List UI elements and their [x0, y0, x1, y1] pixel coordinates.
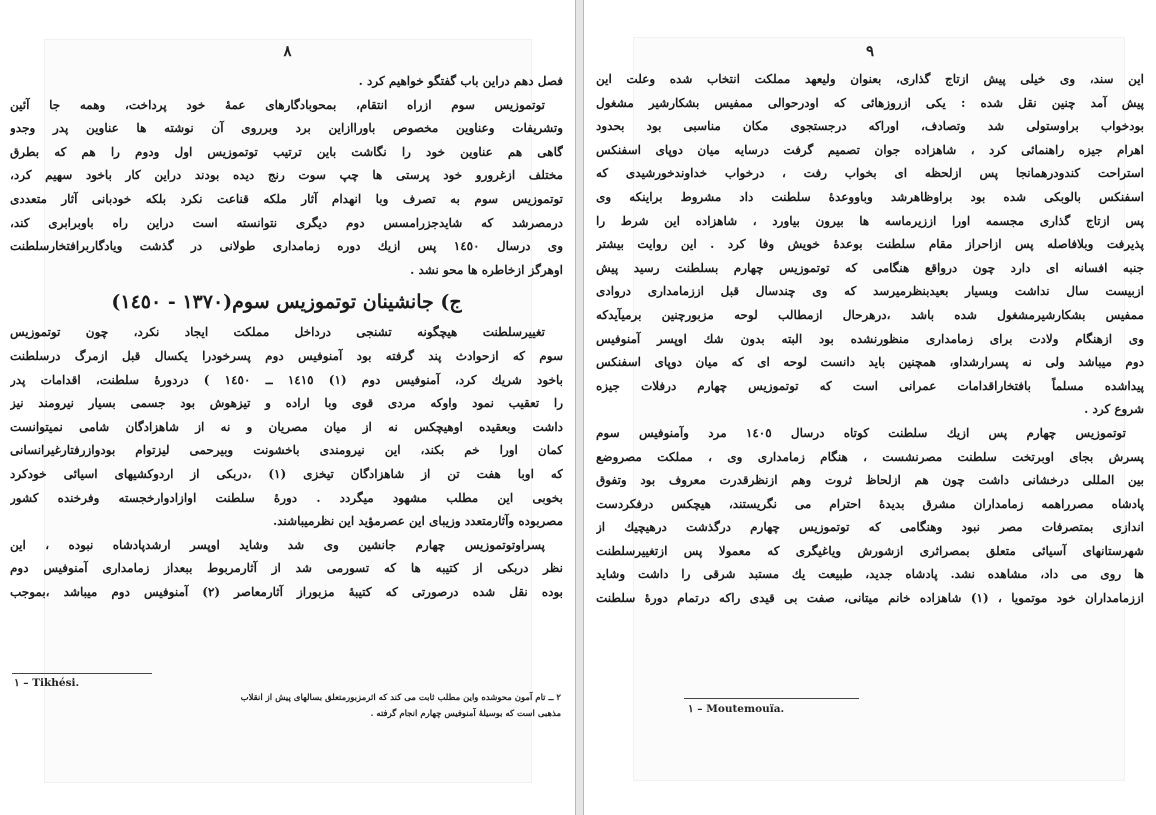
text-line: که اوبا هفت تن از شاهزادگان تیخزی (١) ،دربکی از اردوکشیهای اسیائی خودکرد: [10, 466, 563, 481]
footnote-rule: [684, 698, 859, 699]
text-line: بخوبی این مطلب مشهود میگردد . دورهٔ سلطنت اوازادوارخجسته وفرخنده کشور: [10, 490, 563, 505]
text-line: استراحت کندودرهمانجا پس ازلحظه ای بخواب رفت ، درخواب خداوندخورشیدی که: [596, 166, 1144, 181]
text-line: پسراوتوتموزیس چهارم جانشین وی شد وشاید اوپسر ارشدپادشاه نبوده ، این: [10, 537, 545, 552]
footnote-persian: [201, 690, 561, 722]
text-line: شهرستانهای آسیائی متعلق بمصراثری ازشورش ویاغیگری که معمولا پس ازتغییرسلطنت: [596, 543, 1144, 558]
text-line: را تعقیب نمود واوکه مردی قوی وبا اراده و تیزهوش بود جسمی بسیار نیرومند نیز: [10, 396, 563, 411]
footnote-latin: ١ – Moutemouïa.: [688, 703, 785, 715]
footnote-rule: [12, 673, 152, 674]
text-line: داشت وبعقیده اوهیچکس نه از میان مصریان و نه از شاهزادگان شامی نمیتوانست: [10, 419, 563, 434]
left-page-body: [10, 70, 563, 604]
page-divider: [575, 0, 584, 815]
right-page: [584, 0, 1156, 815]
text-line: کمان اورا خم بکند، این نیرومندی باخشونت وبیرحمی لیزتوام بودوازرفتارغیرانسانی: [10, 443, 563, 458]
text-line: این سند، وی خیلی پیش ازتاج گذاری، بعنوان ولیعهد مملکت انتخاب شده وعلت این: [596, 72, 1144, 86]
text-line: تغییرسلطنت هیچگونه تشنجی درداخل مملکت ایجاد نکرد، چون توتموزیس: [10, 325, 545, 340]
text-line: جنبه افسانه ای دارد چون درواقع هنگامی که توتموزیس چهارم بسلطنت رسید پیش: [596, 260, 1144, 275]
text-line: مختلف ازغرورو خود پرستی ها چپ سوت رنج دیده بودند دراین کار باخود سهیم کرد،: [10, 168, 563, 183]
text-line: توتموزیس چهارم پس ازیك سلطنت کوتاه درسال ١٤٠٥ مرد وآمنوفیس سوم: [596, 425, 1126, 440]
left-page: [0, 0, 575, 815]
text-line: دوم میباشد ولی نه پسرارشداو، همچنین باید دانست لوحه ای که میان دوپای اسفنکس: [596, 355, 1144, 370]
text-line: اسفنکس بالوبکی شده بود براوظاهرشد وباووعدهٔ سلطنت داد مشروط براینکه وی: [596, 189, 1144, 204]
footnote-latin: ١ – Tikhési.: [14, 677, 80, 689]
footnote-line: مذهبی است که بوسیلهٔ آمنوفیس چهارم انجام گرفته .: [370, 709, 561, 719]
text-line: نظر دربکی از کتیبه ها که تسورمی شد از آثارمربوط ببعداز زمامداری آمنوفیس دوم: [10, 561, 563, 576]
right-page-body: [596, 68, 1144, 611]
text-line: فصل دهم دراین باب گفتگو خواهیم کرد .: [358, 74, 563, 88]
text-line: اوهرگز ازخاطره ها محو نشد .: [410, 262, 563, 277]
text-line: اندازی بمتصرفات مصر نبود وهنگامی که توتموزیس چهارم درگذشت درهیچیك از: [596, 520, 1144, 535]
text-line: اهرام جیزه راهنمائی کرد ، شاهزاده جوان تصمیم گرفت درسایه میان دوپای اسفنکس: [596, 142, 1144, 157]
section-heading: ج) جانشینان توتموزیس سوم(١٣٧٠ - ١٤٥٠): [111, 291, 462, 314]
text-line: وتشریفات وعناوین مخصوص باوراازاین برد وبرروی آن نوشته ها عناوین پدر وجدو: [10, 121, 563, 136]
text-line: پیش آمد چنین نقل شده : یکی ازروزهائی که اودرحوالی ممفیس بشکارشیر مشغول: [596, 95, 1144, 110]
text-line: وی ازهنگام ولادت برای زمامداری منظورنشده بود البته بدون شك اوپسر آمنوفیس: [596, 331, 1144, 346]
text-line: پسرش بجای اوبرتخت سلطنت مصرنشست ، هنگام زمامداری وی ، مملکت مصروضع: [596, 449, 1144, 464]
text-line: توتموزیس سوم به تصرف وبا انهدام آثار ملکه قناعت نکرد بلکه خودبانی آثار متعددی: [10, 191, 563, 206]
text-line: درمصرشد که شایدجزرامسس دوم دیگری نتوانسته است دراین راه باوبرابری کند،: [10, 215, 563, 230]
text-line: وی درسال ١٤٥٠ پس ازیك دوره زمامداری طولانی در گذشت ویادگاربرافتخارسلطنت: [10, 239, 563, 254]
text-line: پادشاه مصرراهمه زمامداران مشرق بدیدهٔ احترام می نگریستند، هیچکس درفکردست: [596, 496, 1144, 511]
left-page-number: ٨: [283, 42, 292, 60]
text-line: شروع کرد .: [1084, 402, 1144, 417]
text-line: پس ازتاج گذاری مجسمه اورا اززیرماسه ها بیرون بیاورد ، شاهزاده این شرط را: [596, 213, 1144, 228]
text-line: گاهی هم عناوین خود را نگاشت باین ترتیب توتموزیس اول ودوم را هم که بطرق: [10, 144, 563, 159]
right-page-number: ٩: [865, 42, 875, 60]
text-line: ازبیست سال نداشت وبسیار بعیدبنظرمیرسد که وی چندسال قبل اززمامداری دروادی: [596, 284, 1144, 299]
text-line: توتموزیس سوم ازراه انتقام، بمحوبادگارهای عمهٔ خود پرداخت، وهمه جا آئین: [10, 97, 545, 112]
text-line: بوده نقل شده درصورتی که کتیبهٔ مزبوراز آثارمعاصر (٢) آمنوفیس دوم میباشد ،بموجب: [10, 584, 563, 599]
text-line: باخود شریك کرد، آمنوفیس دوم (١) ١٤١٥ ــ ١٤٥٠ ) دردورهٔ سلطنت، اقدامات پدر: [10, 372, 563, 387]
text-line: ها روی می داد، مشاهده نشد. پادشاه جدید، طبیعت یك مستبد شرقی را داشت وشاید: [596, 567, 1144, 582]
text-line: بودخواب براوستولی شد وتصادف، اوراکه درجستجوی مکان مناسبی بود بحدود: [596, 119, 1144, 134]
text-line: پذیرفت وبلافاصله پس ازاحراز مقام سلطنت بوعدهٔ خویش وفا کرد . این روایت بیشتر: [596, 237, 1144, 252]
text-line: ممفیس بشکارشیرمشغول شده باشد ،درهرحال ازمطالب لوحه مزبورچنین برمیآیدکه: [596, 307, 1144, 322]
footnote-line: ٢ ــ تام آمون محوشده واین مطلب ثابت می کند که اثرمزبورمتعلق بسالهای پیش از انقلاب: [240, 693, 561, 703]
text-line: اززمامداران خود موتمویا ، (١) شاهزاده خانم میتانی، صفت بی قیدی راکه درتمام دورهٔ سلطنت: [596, 591, 1144, 606]
text-line: مصربوده وآثارمتعدد وزیبای این عصرمؤید این نظرمیباشند.: [272, 514, 563, 529]
text-line: سوم که ازحوادث پند گرفته بود آمنوفیس دوم پسرخودرا یکسال قبل ازمرگ درسلطنت: [10, 348, 563, 363]
text-line: پیداشده مسلماً بافتخاراقدامات عمرانی است که توتموزیس چهارم درفلات جیزه: [596, 378, 1144, 393]
text-line: بین المللی درخشانی داشت چون هم ازلحاظ ثروت وهم ازنظرقدرت معروف بود وتفوق: [596, 473, 1144, 488]
